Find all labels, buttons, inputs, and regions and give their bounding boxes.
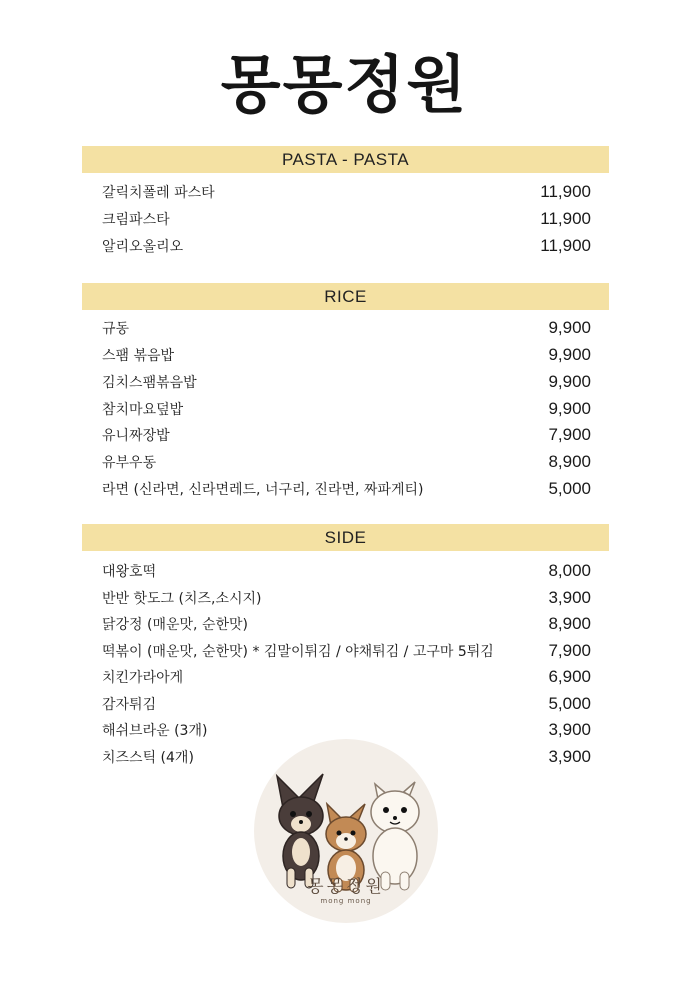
menu-item-name: 유부우동 — [102, 455, 157, 471]
section-header-side: SIDE — [82, 524, 609, 551]
menu-item — [102, 315, 591, 341]
menu-item-name: 닭강정 (매운맛, 순한맛) — [102, 617, 248, 633]
menu-item-price: 7,900 — [548, 425, 591, 444]
menu-item-price: 8,900 — [548, 452, 591, 471]
menu-item — [102, 179, 591, 205]
menu-item — [102, 558, 591, 584]
menu-item-name: 크림파스타 — [102, 212, 170, 228]
section-header-pasta: PASTA - PASTA — [82, 146, 609, 173]
menu-item — [102, 206, 591, 232]
menu-item-price: 9,900 — [548, 345, 591, 364]
menu-item-price: 8,900 — [548, 614, 591, 633]
menu-item-name: 알리오올리오 — [102, 239, 184, 255]
menu-item — [102, 449, 591, 475]
menu-item-price: 3,900 — [548, 588, 591, 607]
menu-item-name: 갈릭치폴레 파스타 — [102, 185, 215, 201]
menu-item-name: 대왕호떡 — [102, 564, 157, 580]
menu-item — [102, 664, 591, 690]
section-header-rice: RICE — [82, 283, 609, 310]
menu-item-name: 김치스팸볶음밥 — [102, 375, 197, 391]
menu-item-name: 라면 (신라면, 신라면레드, 너구리, 진라면, 짜파게티) — [102, 482, 424, 498]
menu-item-price: 11,900 — [540, 236, 591, 255]
menu-item-name: 떡볶이 (매운맛, 순한맛) * 김말이튀김 / 야채튀김 / 고구마 5튀김 — [102, 644, 494, 660]
menu-item — [102, 233, 591, 259]
menu-item-price: 11,900 — [540, 209, 591, 228]
menu-item-name: 치킨가라아게 — [102, 670, 184, 686]
menu-item-name: 유니짜장밥 — [102, 428, 170, 444]
menu-item-name: 규동 — [102, 321, 130, 337]
menu-item — [102, 638, 591, 664]
menu-item-name: 해쉬브라운 (3개) — [102, 723, 208, 739]
page-title: 몽몽정원 — [220, 48, 469, 121]
menu-item-price: 3,900 — [548, 720, 591, 739]
menu-item-price: 6,900 — [548, 667, 591, 686]
menu-item-price: 9,900 — [548, 372, 591, 391]
menu-item-price: 11,900 — [540, 182, 591, 201]
menu-item — [102, 369, 591, 395]
logo-name: 몽몽정원 — [307, 877, 385, 897]
menu-item — [102, 342, 591, 368]
menu-item-price: 5,000 — [548, 694, 591, 713]
menu-item-price: 7,900 — [548, 641, 591, 660]
menu-item — [102, 476, 591, 502]
menu-item-name: 감자튀김 — [102, 697, 157, 713]
menu-item — [102, 585, 591, 611]
menu-item-price: 9,900 — [548, 399, 591, 418]
menu-item-price: 9,900 — [548, 318, 591, 337]
menu-item-name: 반반 핫도그 (치즈,소시지) — [102, 591, 262, 607]
logo-subtitle: mong mong — [320, 897, 372, 905]
menu-item-name: 참치마요덮밥 — [102, 402, 184, 418]
menu-item-price: 3,900 — [548, 747, 591, 766]
menu-item — [102, 422, 591, 448]
menu-item-name: 치즈스틱 (4개) — [102, 750, 194, 766]
menu-item — [102, 611, 591, 637]
menu-item-price: 8,000 — [548, 561, 591, 580]
menu-item — [102, 396, 591, 422]
menu-item-name: 스팸 볶음밥 — [102, 348, 175, 364]
menu-item — [102, 691, 591, 717]
menu-item-price: 5,000 — [548, 479, 591, 498]
